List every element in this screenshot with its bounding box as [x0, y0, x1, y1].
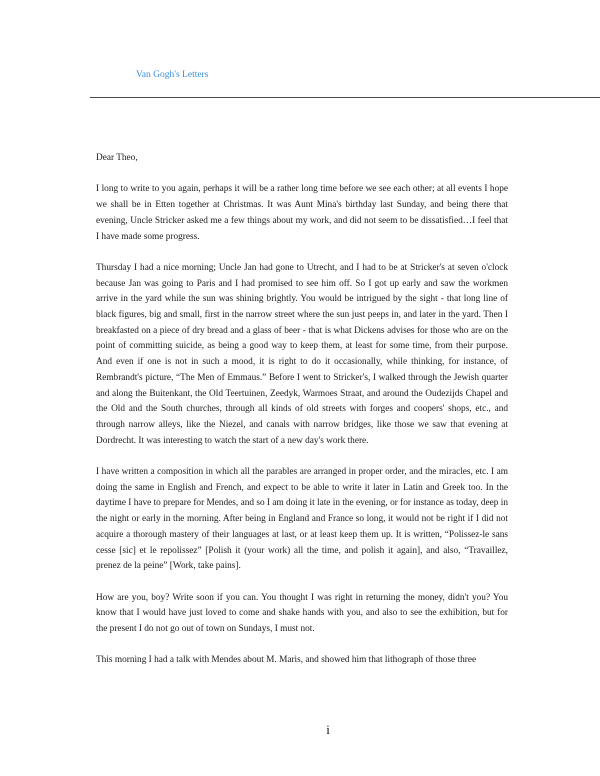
letter-paragraph-5: This morning I had a talk with Mendes about M. Maris, and showed him that lithograph of those three: [96, 655, 477, 666]
header-divider: [90, 97, 600, 98]
letter-body: [96, 151, 508, 685]
letter-paragraph-2: Thursday I had a nice morning; Uncle Jan had gone to Utrecht, and I had to be at Stricker's at seven o'clock because Jan was going to Paris and I had promised to see him off. So I got up early and saw the workmen arrive in the yard while the sun was shining brightly. You would be intrigued by the sight - that long line of black figures, big and small, first in the narrow street where the sun just peeps in, and later in the yard. Then I breakfasted on a piece of dry bread and a glass of beer - that is what Dickens advises for those who are on the point of committing suicide, as being a good way to keep them, at least for some time, from their purpose. And even if one is not in such a mood, it is right to do it occasionally, while thinking, for instance, of Rembrandt's picture, “The Men of Emmaus.” Before I went to Stricker's, I walked through the Jewish quarter and along the Buitenkant, the Old Teertuinen, Zeedyk, Warmoes Straat, and around the Oudezijds Chapel and the Old and the South churches, through all kinds of old streets with forges and coopers' shops, etc., and through narrow alleys, like the Niezel, and canals with narrow bridges, like those we saw that evening at Dordrecht. It was interesting to watch the start of a new day's work there.: [96, 262, 508, 446]
letter-paragraph-4: How are you, boy? Write soon if you can. You thought I was right in returning the money, didn't you? You know that I would have just loved to come and shake hands with you, and also to see the exhibition, but for the present I do not go out of town on Sundays, I must not.: [96, 592, 508, 635]
letter-paragraph-1: I long to write to you again, perhaps it will be a rather long time before we see each other; at all events I hope we shall be in Etten together at Christmas. It was Aunt Mina's birthday last Sunday, and being there that evening, Uncle Stricker asked me a few things about my work, and did not seem to be dissatisfied…I feel that I have made some progress.: [96, 184, 508, 242]
running-header-title: Van Gogh's Letters: [136, 70, 209, 80]
letter-paragraph-3: I have written a composition in which all the parables are arranged in proper order, and the miracles, etc. I am doing the same in English and French, and expect to be able to write it later in Latin and Greek too. In the daytime I have to prepare for Mendes, and so I am doing it late in the evening, or for instance as today, deep in the night or early in the morning. After being in England and France so long, it would not be right if I did not acquire a thorough mastery of their languages at last, or at least keep them up. It is written, “Polissez-le sans cesse [sic] et le repolissez” [Polish it (your work) all the time, and polish it again], and also, “Travaillez, prenez de la peine” [Work, take pains].: [96, 467, 508, 572]
page-number: i: [326, 722, 330, 737]
letter-salutation: Dear Theo,: [96, 153, 138, 163]
